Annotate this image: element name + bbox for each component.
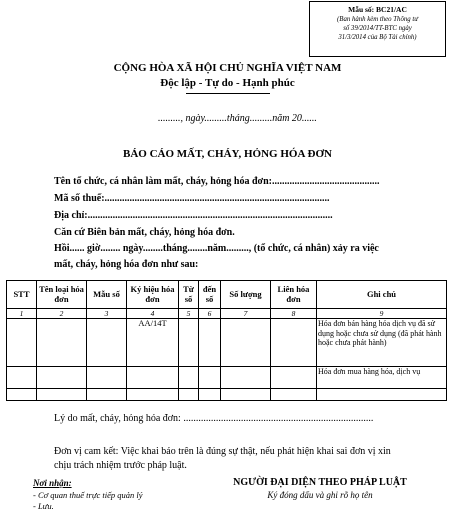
- signature-note: Ký đóng dấu và ghi rõ họ tên: [267, 490, 373, 500]
- col-header: Số lượng: [221, 281, 271, 309]
- col-header: Mẫu số: [87, 281, 127, 309]
- col-index: 1: [7, 309, 37, 319]
- table-cell[interactable]: [199, 319, 221, 367]
- table-index-row: [7, 309, 447, 319]
- col-index: 5: [179, 309, 199, 319]
- report-title: BÁO CÁO MẤT, CHÁY, HỎNG HÓA ĐƠN: [122, 148, 332, 160]
- signature-title: NGƯỜI ĐẠI DIỆN THEO PHÁP LUẬT: [233, 477, 407, 488]
- address-field[interactable]: Địa chỉ:..................................................................................................: [54, 210, 333, 221]
- col-index: 3: [87, 309, 127, 319]
- table-cell[interactable]: [179, 367, 199, 389]
- col-index: 4: [127, 309, 179, 319]
- basis-text: Căn cứ Biên bản mất, cháy, hỏng hóa đơn.: [54, 227, 235, 238]
- table-header-row: [7, 281, 447, 309]
- recipient-item: - Cơ quan thuế trực tiếp quản lý: [33, 490, 143, 500]
- table-cell[interactable]: [179, 319, 199, 367]
- commitment-text: Đơn vị cam kết: Việc khai báo trên là đúng sự thật, nếu phát hiện khai sai đơn vị xin: [54, 446, 391, 457]
- motto: Độc lập - Tự do - Hạnh phúc: [160, 77, 295, 89]
- col-index: 6: [199, 309, 221, 319]
- national-title: CỘNG HÒA XÃ HỘI CHỦ NGHĨA VIỆT NAM: [113, 62, 342, 74]
- col-header: Từ số: [179, 281, 199, 309]
- col-header: Tên loại hóa đơn: [37, 281, 87, 309]
- col-header: STT: [7, 281, 37, 309]
- table-cell[interactable]: [37, 389, 87, 401]
- col-index: 8: [271, 309, 317, 319]
- table-cell[interactable]: [37, 319, 87, 367]
- commitment-text: chịu trách nhiệm trước pháp luật.: [54, 460, 187, 471]
- table-cell-note[interactable]: Hóa đơn bán hàng hóa dịch vụ đã sử dụng hoặc chưa sử dụng (đã phát hành hoặc chưa phát hành): [317, 319, 447, 367]
- table-row: [7, 389, 447, 401]
- incident-text: mất, cháy, hỏng hóa đơn như sau:: [54, 259, 199, 270]
- col-header: Ghi chú: [317, 281, 447, 309]
- table-cell[interactable]: [221, 367, 271, 389]
- form-code: Mẫu số: BC21/AC: [348, 5, 407, 14]
- incident-time-field[interactable]: Hồi...... giờ........ ngày........tháng........năm........., (tổ chức, cá nhân) xảy ra việc: [54, 243, 379, 254]
- form-note-line: (Ban hành kèm theo Thông tư: [337, 16, 418, 23]
- table-row: [7, 367, 447, 389]
- motto-underline: [186, 93, 270, 94]
- table-cell[interactable]: [7, 389, 37, 401]
- table-cell[interactable]: [199, 367, 221, 389]
- col-index: 2: [37, 309, 87, 319]
- table-cell[interactable]: AA/14T: [127, 319, 179, 367]
- col-index: 7: [221, 309, 271, 319]
- table-cell-note[interactable]: Hóa đơn mua hàng hóa, dịch vụ: [317, 367, 447, 389]
- invoice-table: [6, 280, 447, 401]
- table-cell[interactable]: [87, 367, 127, 389]
- reason-field[interactable]: Lý do mất, cháy, hỏng hóa đơn: ............................................................................: [54, 413, 374, 424]
- table-cell[interactable]: [37, 367, 87, 389]
- form-code-box: [309, 1, 446, 57]
- table-cell[interactable]: [127, 389, 179, 401]
- col-index: 9: [317, 309, 447, 319]
- table-cell[interactable]: [7, 319, 37, 367]
- table-cell[interactable]: [271, 389, 317, 401]
- table-cell[interactable]: [221, 319, 271, 367]
- table-cell[interactable]: [7, 367, 37, 389]
- table-cell[interactable]: [127, 367, 179, 389]
- table-cell[interactable]: [199, 389, 221, 401]
- recipient-item: - Lưu.: [33, 501, 54, 511]
- form-note-line: số 39/2014/TT-BTC ngày: [343, 25, 412, 32]
- table-cell[interactable]: [317, 389, 447, 401]
- col-header: Liên hóa đơn: [271, 281, 317, 309]
- col-header: đến số: [199, 281, 221, 309]
- table-row: [7, 319, 447, 367]
- table-cell[interactable]: [271, 367, 317, 389]
- org-name-field[interactable]: Tên tổ chức, cá nhân làm mất, cháy, hỏng hóa đơn:...........................................: [54, 176, 380, 187]
- table-cell[interactable]: [271, 319, 317, 367]
- form-note: [310, 15, 445, 42]
- date-line: ........., ngày.........tháng.........năm 20......: [158, 113, 317, 124]
- recipients-label: Nơi nhận:: [33, 478, 72, 488]
- col-header: Ký hiệu hóa đơn: [127, 281, 179, 309]
- tax-code-field[interactable]: Mã số thuế:..........................................................................................: [54, 193, 330, 204]
- table-cell[interactable]: [179, 389, 199, 401]
- table-cell[interactable]: [87, 319, 127, 367]
- form-note-line: 31/3/2014 của Bộ Tài chính): [338, 34, 417, 41]
- table-cell[interactable]: [87, 389, 127, 401]
- table-cell[interactable]: [221, 389, 271, 401]
